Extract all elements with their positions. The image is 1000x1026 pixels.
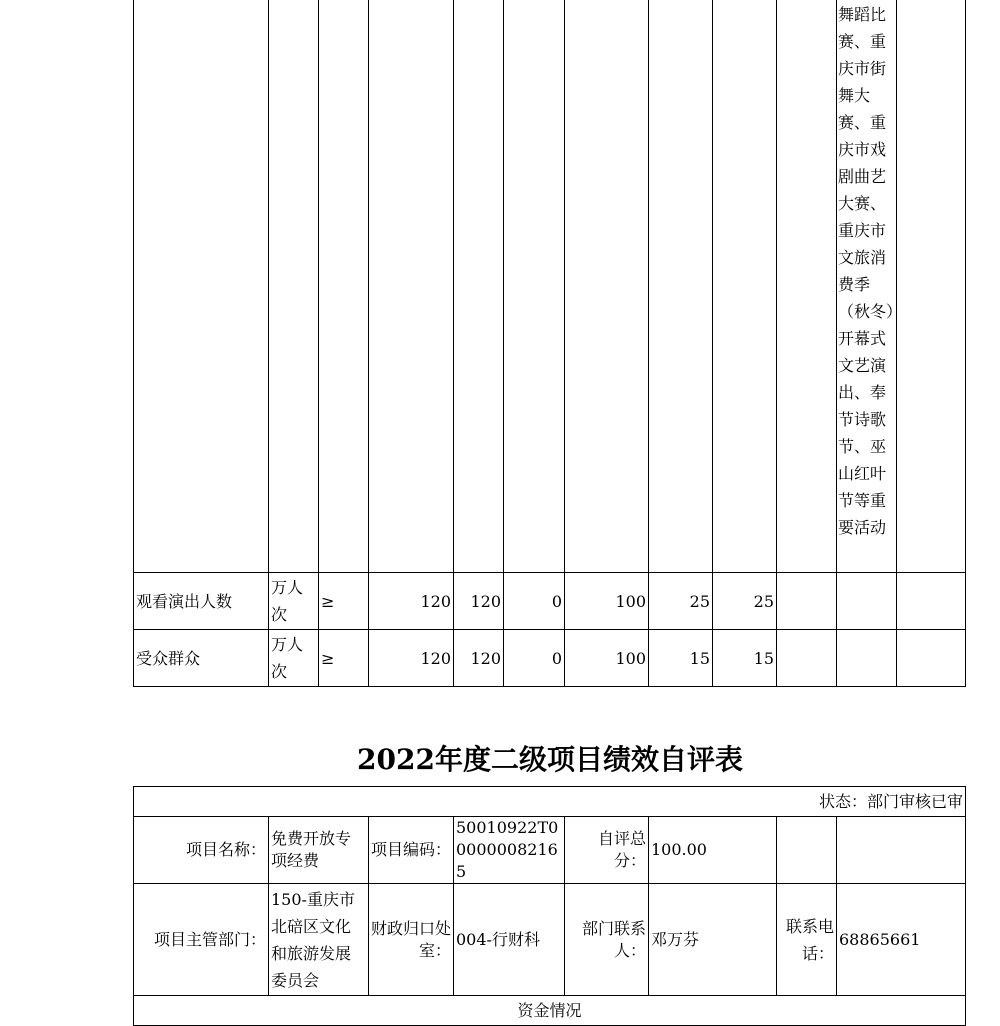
indicator-name: 观看演出人数 (134, 573, 269, 630)
operator-cell: ≥ (319, 630, 369, 687)
status-row (134, 787, 966, 817)
indicator-table (133, 0, 966, 687)
score-value: 15 (713, 630, 777, 687)
target-value: 120 (369, 573, 454, 630)
weight-value: 15 (649, 630, 713, 687)
table-row (134, 884, 966, 996)
contact-label: 部门联系人： (565, 884, 649, 996)
completion-rate: 100 (565, 573, 649, 630)
actual-value: 120 (454, 573, 504, 630)
completion-rate: 100 (565, 630, 649, 687)
score-label: 自评总分： (565, 817, 649, 884)
dept-value: 150-重庆市北碚区文化和旅游发展委员会 (269, 884, 369, 996)
contact-value: 邓万芬 (649, 884, 777, 996)
page-title: 2022年度二级项目绩效自评表 (357, 743, 743, 776)
finance-label: 财政归口处室： (369, 884, 454, 996)
project-name-label: 项目名称： (134, 817, 269, 884)
project-info-table (133, 786, 966, 1026)
score-value: 25 (713, 573, 777, 630)
table-row (134, 996, 966, 1026)
target-value: 120 (369, 630, 454, 687)
project-code-label: 项目编码： (369, 817, 454, 884)
status-text: 状态：部门审核已审 (134, 787, 966, 817)
project-name-value: 免费开放专项经费 (269, 817, 369, 884)
phone-value: 68865661 (837, 884, 966, 996)
deviation-value: 0 (504, 630, 565, 687)
table-row (134, 817, 966, 884)
indicator-name: 受众群众 (134, 630, 269, 687)
table-row (134, 0, 966, 573)
table-row (134, 573, 966, 630)
table-row (134, 630, 966, 687)
remarks-cell: 舞蹈比赛、重庆市街舞大赛、重庆市戏剧曲艺大赛、重庆市文旅消费季（秋冬）开幕式文艺演出、奉节诗歌节、巫山红叶节等重要活动 (837, 0, 897, 573)
operator-cell: ≥ (319, 573, 369, 630)
finance-value: 004-行财科 (454, 884, 565, 996)
project-code-value: 50010922T000000082165 (454, 817, 565, 884)
deviation-value: 0 (504, 573, 565, 630)
dept-label: 项目主管部门： (134, 884, 269, 996)
unit-cell: 万人次 (269, 573, 319, 630)
score-value: 100.00 (649, 817, 777, 884)
phone-label: 联系电话： (777, 884, 837, 996)
unit-cell: 万人次 (269, 630, 319, 687)
funds-heading: 资金情况 (134, 996, 966, 1026)
weight-value: 25 (649, 573, 713, 630)
actual-value: 120 (454, 630, 504, 687)
